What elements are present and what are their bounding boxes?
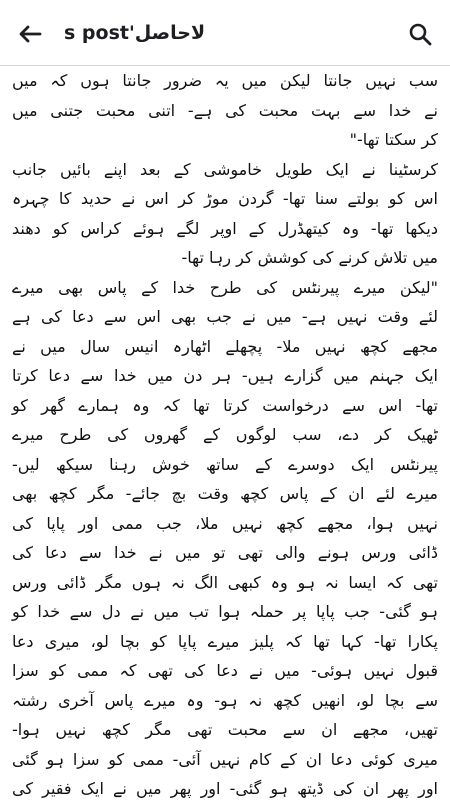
- post-text-line: ایک جہنم میں گزارے ہیں- ہر دن میں خدا سے دعا کرتا: [12, 366, 438, 385]
- post-text-line: پیرنٹس ایک دوسرے کے ساتھ خوش رہنا سیکھ لیں-: [12, 454, 438, 474]
- post-body: [0, 66, 450, 798]
- post-text-line: دیکھا تھا- وہ کیتھڈرل کے اوپر لگے ہوئے کراس کو دھند: [12, 218, 438, 238]
- post-text-line: تھا- اس سے درخواست کرتا تھا کہ وہ ہمارے گھر کو: [12, 395, 438, 415]
- search-icon: [408, 22, 432, 46]
- post-text-line: اس کو بولتے سنا تھا- گردن موڑ کر اس نے حدید کا چہرہ: [12, 189, 438, 208]
- post-text-line: کرسٹینا نے ایک طویل خاموشی کے بعد اپنے بائیں جانب: [12, 159, 438, 179]
- post-text-line: ڈائی ورس ہونے والی تھی تو میں نے خدا سے دعا کی: [12, 543, 438, 562]
- post-text-line: سب نہیں جانتا لیکن میں یہ ضرور جانتا ہوں کہ میں: [12, 71, 438, 90]
- arrow-left-icon: [19, 25, 41, 43]
- post-text-line: لئے وقت نہیں ہے- میں نے جب بھی اس سے دعا کی ہے: [12, 307, 438, 326]
- back-button[interactable]: [10, 16, 50, 52]
- post-text-line: "لیکن میرے پیرنٹس کی طرح خدا کے پاس بھی میرے: [12, 277, 438, 297]
- top-bar: [0, 0, 450, 66]
- post-text-line: پکارا تھا- کہا تھا کہ پلیز میرے پاپا کو بچا لو، میری دعا: [12, 631, 438, 651]
- post-text-line: میرے لئے ان کے پاس کچھ وقت بچ جائے- مگر کچھ بھی: [12, 484, 438, 503]
- post-text-line: ٹھیک کر دے، سب لوگوں کے گھروں کی طرح میرے: [12, 425, 438, 444]
- post-text-line: مجھے کچھ نہیں ملا- پچھلے اٹھارہ انیس سال میں نے: [12, 336, 438, 356]
- post-text-line: میں تلاش کرنے کی کوشش کر رہا تھا-: [181, 248, 438, 267]
- page-title: لاحاصل's post: [64, 22, 206, 44]
- post-text-line: تھی کہ ایسا نہ ہو وہ کبھی الگ نہ ہوں مگر ڈائی ورس: [12, 572, 438, 592]
- post-text-line: اور پھر ان کی ڈیتھ ہو گئی- اور پھر میں نے ایک فقیر کی: [12, 779, 438, 798]
- post-text-line: ہو گئی- جب پاپا پر حملہ ہوا تب میں نے دل سے خدا کو: [12, 602, 438, 621]
- post-text-line: کر سکتا تھا-": [349, 130, 438, 149]
- scrollbar[interactable]: [446, 68, 449, 708]
- post-text-line: سے بچا لو، انھیں کچھ نہ ہو- وہ میرے پاس آخری رشتہ: [12, 690, 438, 710]
- post-text-line: تھیں، مجھے ان سے محبت تھی مگر کچھ نہیں ہوا-: [12, 720, 438, 739]
- post-text-line: نہیں ہوا، مجھے کچھ نہیں ملا، جب ممی اور پاپا کی: [12, 513, 438, 533]
- post-text-line: قبول نہیں ہوئی- میں نے دعا کی تھی کہ ممی کو سزا: [12, 661, 438, 680]
- search-button[interactable]: [400, 14, 440, 54]
- post-text-line: میری کوئی دعا ان کے کام نہیں آئی- ممی کو سزا ہو گئی: [12, 749, 438, 769]
- post-text-line: نے خدا سے بہت محبت کی ہے- اتنی محبت جتنی میں: [12, 100, 438, 120]
